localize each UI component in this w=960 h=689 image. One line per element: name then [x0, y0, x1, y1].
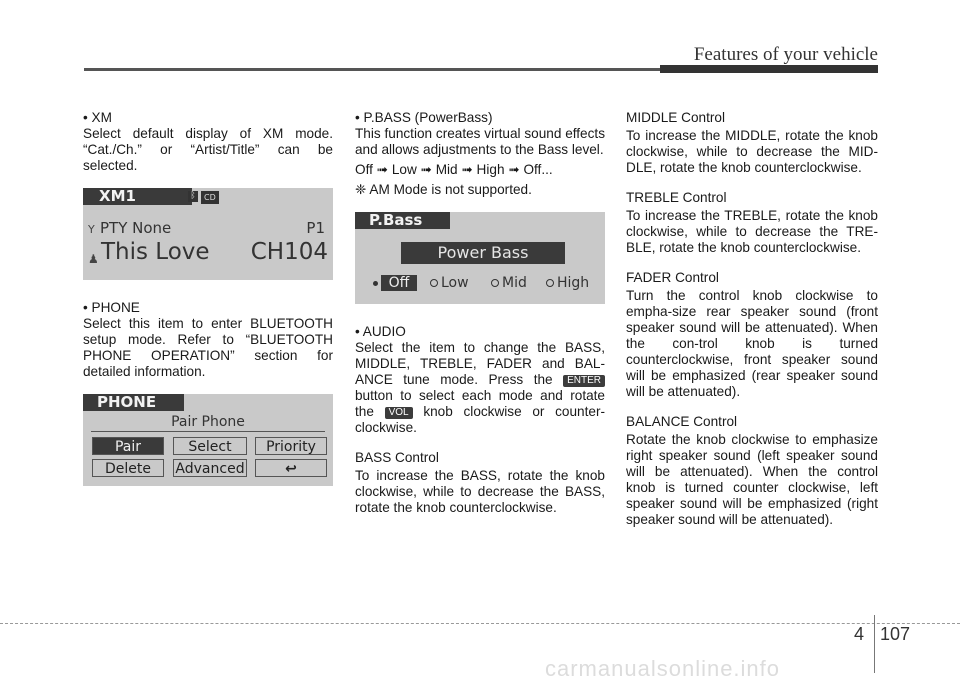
fader-heading: FADER Control [626, 270, 719, 285]
song-title: This Love [101, 239, 210, 265]
vol-key: VOL [385, 407, 413, 419]
column-3 [626, 110, 878, 528]
audio-text-1: Select the item to change the BASS, MIDDLE, TREBLE, FADER and BAL-ANCE tune mode. Press the [355, 340, 605, 387]
artist-icon: ♟ [88, 252, 99, 266]
header-tab-bar [660, 65, 878, 73]
antenna-icon: Y [88, 223, 95, 236]
treble-heading: TREBLE Control [626, 190, 727, 205]
priority-button[interactable]: Priority [255, 437, 327, 455]
xm-lcd-screen [83, 188, 333, 280]
bluetooth-icon: ᛒ [188, 191, 198, 202]
phone-lcd-screen [83, 394, 333, 486]
audio-text-3: knob clockwise or counter-clockwise. [355, 404, 606, 435]
cd-badge: CD [201, 191, 219, 204]
advanced-button[interactable]: Advanced [173, 459, 247, 477]
preset-label: P1 [306, 219, 325, 237]
phone-tab: PHONE [83, 394, 184, 411]
radio-selected-icon [373, 281, 378, 286]
footer-rule [0, 623, 960, 624]
select-button[interactable]: Select [173, 437, 247, 455]
audio-text-2: button to select each mode and rotate the [355, 388, 605, 419]
audio-text [355, 340, 605, 436]
option-low[interactable]: Low [441, 275, 469, 291]
pty-label: PTY None [100, 219, 172, 237]
column-1 [83, 110, 333, 486]
pbass-note: ❈ AM Mode is not supported. [355, 182, 532, 197]
treble-text: To increase the TREBLE, rotate the knob clockwise, while to decrease the TRE-BLE, rotate the knob counterclockwise. [626, 208, 878, 255]
middle-text: To increase the MIDDLE, rotate the knob clockwise, while to decrease the MID-DLE, rotate the knob counterclockwise. [626, 128, 878, 175]
pbass-text: This function creates virtual sound effects and allows adjustments to the Bass level. [355, 126, 605, 157]
bass-heading: BASS Control [355, 450, 439, 465]
power-bass-title: Power Bass [401, 242, 565, 264]
pbass-heading: • P.BASS (PowerBass) [355, 110, 493, 125]
delete-button[interactable]: Delete [92, 459, 164, 477]
back-button[interactable]: ↩ [255, 459, 327, 477]
option-high[interactable]: High [557, 275, 590, 291]
pbass-lcd-screen [355, 212, 605, 304]
balance-heading: BALANCE Control [626, 414, 738, 429]
radio-icon [430, 279, 438, 287]
pbass-tab: P.Bass [355, 212, 450, 229]
pair-button[interactable]: Pair [92, 437, 164, 455]
xm-text: Select default display of XM mode. “Cat./Ch.” or “Artist/Title” can be selected. [83, 126, 333, 173]
pair-phone-title: Pair Phone [91, 413, 325, 432]
pbass-sequence: Off ➟ Low ➟ Mid ➟ High ➟ Off... [355, 162, 553, 177]
balance-text: Rotate the knob clockwise to emphasize right speaker sound (left speaker sound will be attenuated). When the control knob is turned counter clockwise, left speaker sound will be emphasized (right speaker sound will be attenuated). [626, 432, 878, 527]
xm-heading: • XM [83, 110, 112, 125]
audio-heading: • AUDIO [355, 324, 406, 339]
column-2 [355, 110, 605, 516]
bass-text: To increase the BASS, rotate the knob clockwise, while to decrease the BASS, rotate the knob counterclockwise. [355, 468, 605, 515]
phone-heading: • PHONE [83, 300, 140, 315]
xm-tab: XM1 [83, 188, 192, 205]
phone-text: Select this item to enter BLUETOOTH setup mode. Refer to “BLUETOOTH PHONE OPERATION” section for detailed information. [83, 316, 333, 379]
page-separator [874, 615, 875, 673]
option-mid[interactable]: Mid [502, 275, 527, 291]
middle-heading: MIDDLE Control [626, 110, 725, 125]
page-number: 107 [880, 624, 911, 644]
header-title: Features of your vehicle [693, 44, 878, 65]
enter-key: ENTER [563, 375, 605, 387]
fader-text: Turn the control knob clockwise to empha-size rear speaker sound (front speaker sound will be attenuated). When the con-trol knob is turned counterclockwise, front speaker sound will be emphasized (rear speaker sound will be attenuated). [626, 288, 878, 399]
channel-label: CH104 [250, 239, 328, 265]
radio-icon [491, 279, 499, 287]
chapter-number: 4 [854, 624, 865, 644]
watermark: carmanualsonline.info [545, 656, 781, 681]
option-off[interactable]: Off [381, 275, 417, 291]
radio-icon [546, 279, 554, 287]
